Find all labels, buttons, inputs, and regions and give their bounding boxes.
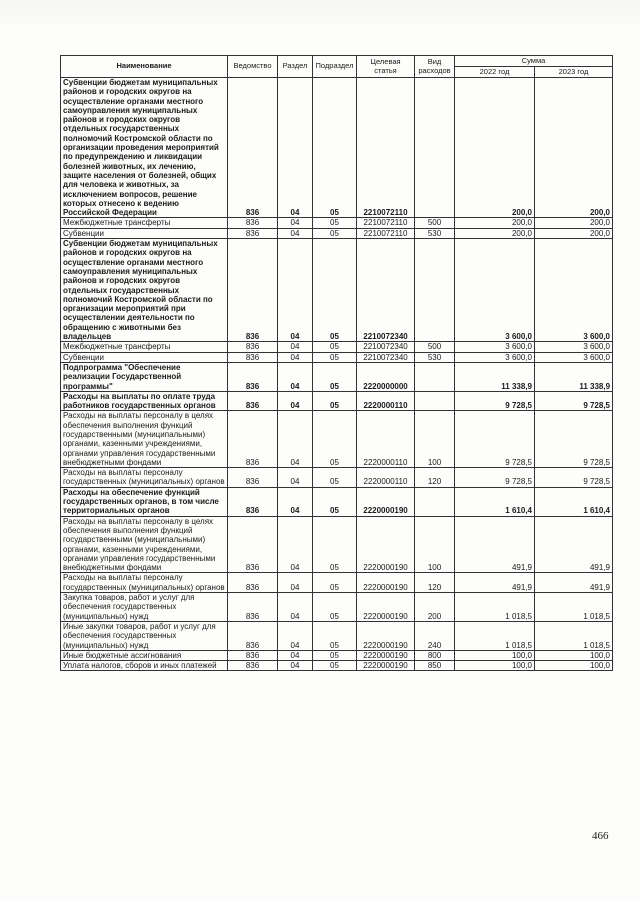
cell-section: 04 <box>278 352 313 362</box>
cell-exp-type: 120 <box>415 468 455 488</box>
cell-section: 04 <box>278 516 313 573</box>
cell-article: 2210072110 <box>357 218 415 228</box>
cell-subsection: 05 <box>313 621 357 650</box>
cell-name: Иные бюджетные ассигнования <box>61 650 228 660</box>
cell-year1: 9 728,5 <box>455 391 535 411</box>
cell-dept: 836 <box>228 218 278 228</box>
cell-section: 04 <box>278 411 313 468</box>
cell-subsection: 05 <box>313 593 357 622</box>
table-row <box>61 650 613 660</box>
cell-exp-type <box>415 239 455 342</box>
cell-subsection: 05 <box>313 228 357 238</box>
cell-exp-type: 850 <box>415 661 455 671</box>
cell-article: 2220000190 <box>357 650 415 660</box>
cell-section: 04 <box>278 593 313 622</box>
cell-exp-type: 500 <box>415 342 455 352</box>
cell-year2: 200,0 <box>535 228 613 238</box>
table-row <box>61 78 613 218</box>
cell-dept: 836 <box>228 621 278 650</box>
cell-subsection: 05 <box>313 661 357 671</box>
cell-year1: 491,9 <box>455 516 535 573</box>
cell-year1: 3 600,0 <box>455 239 535 342</box>
cell-article: 2220000190 <box>357 661 415 671</box>
table-body <box>61 78 613 671</box>
table-row <box>61 352 613 362</box>
cell-section: 04 <box>278 239 313 342</box>
cell-year2: 200,0 <box>535 218 613 228</box>
cell-year2: 9 728,5 <box>535 468 613 488</box>
cell-section: 04 <box>278 573 313 593</box>
cell-dept: 836 <box>228 78 278 218</box>
cell-year1: 200,0 <box>455 78 535 218</box>
cell-name: Субвенции <box>61 352 228 362</box>
cell-year1: 1 018,5 <box>455 593 535 622</box>
cell-exp-type: 500 <box>415 218 455 228</box>
cell-exp-type: 530 <box>415 352 455 362</box>
cell-exp-type <box>415 487 455 516</box>
cell-year2: 1 610,4 <box>535 487 613 516</box>
cell-name: Межбюджетные трансферты <box>61 218 228 228</box>
cell-article: 2210072340 <box>357 352 415 362</box>
cell-year1: 1 610,4 <box>455 487 535 516</box>
table-row <box>61 621 613 650</box>
cell-section: 04 <box>278 468 313 488</box>
cell-dept: 836 <box>228 352 278 362</box>
cell-year2: 3 600,0 <box>535 342 613 352</box>
cell-name: Уплата налогов, сборов и иных платежей <box>61 661 228 671</box>
cell-name: Расходы на выплаты персоналу государственных (муниципальных) органов <box>61 573 228 593</box>
cell-year2: 3 600,0 <box>535 352 613 362</box>
cell-year1: 3 600,0 <box>455 342 535 352</box>
cell-year1: 200,0 <box>455 218 535 228</box>
table-row <box>61 228 613 238</box>
cell-dept: 836 <box>228 391 278 411</box>
cell-section: 04 <box>278 650 313 660</box>
cell-year2: 9 728,5 <box>535 411 613 468</box>
col-header-article: Целевая статья <box>357 56 415 78</box>
cell-year2: 11 338,9 <box>535 362 613 391</box>
table-row <box>61 342 613 352</box>
cell-article: 2210072110 <box>357 228 415 238</box>
col-header-year1: 2022 год <box>455 67 535 78</box>
cell-name: Субвенции <box>61 228 228 238</box>
cell-name: Иные закупки товаров, работ и услуг для обеспечения государственных (муниципальных) нужд <box>61 621 228 650</box>
cell-section: 04 <box>278 362 313 391</box>
cell-dept: 836 <box>228 468 278 488</box>
table-row <box>61 593 613 622</box>
cell-subsection: 05 <box>313 342 357 352</box>
col-header-dept: Ведомство <box>228 56 278 78</box>
table-row <box>61 239 613 342</box>
cell-exp-type: 200 <box>415 593 455 622</box>
cell-dept: 836 <box>228 228 278 238</box>
cell-year2: 491,9 <box>535 573 613 593</box>
cell-year1: 200,0 <box>455 228 535 238</box>
cell-year2: 491,9 <box>535 516 613 573</box>
cell-article: 2220000110 <box>357 391 415 411</box>
cell-subsection: 05 <box>313 468 357 488</box>
col-header-name: Наименование <box>61 56 228 78</box>
cell-article: 2220000190 <box>357 516 415 573</box>
cell-subsection: 05 <box>313 78 357 218</box>
cell-name: Субвенции бюджетам муниципальных районов и городских округов на осуществление органами местного самоуправления муниципальных районов и городских округов отдельных государственных полномочий Костромской области по организации мероприятий при осуществлении деятельности по обращению с животными без владельцев <box>61 239 228 342</box>
cell-subsection: 05 <box>313 362 357 391</box>
cell-dept: 836 <box>228 411 278 468</box>
cell-exp-type: 800 <box>415 650 455 660</box>
cell-subsection: 05 <box>313 218 357 228</box>
cell-section: 04 <box>278 487 313 516</box>
budget-table <box>60 55 613 671</box>
cell-name: Подпрограмма "Обеспечение реализации Государственной программы" <box>61 362 228 391</box>
cell-year1: 100,0 <box>455 650 535 660</box>
cell-dept: 836 <box>228 239 278 342</box>
cell-dept: 836 <box>228 342 278 352</box>
cell-article: 2220000190 <box>357 573 415 593</box>
cell-section: 04 <box>278 78 313 218</box>
table-row <box>61 573 613 593</box>
table-row <box>61 218 613 228</box>
cell-exp-type: 100 <box>415 411 455 468</box>
cell-year2: 200,0 <box>535 78 613 218</box>
cell-subsection: 05 <box>313 352 357 362</box>
cell-year2: 1 018,5 <box>535 593 613 622</box>
cell-subsection: 05 <box>313 650 357 660</box>
table-row <box>61 362 613 391</box>
cell-dept: 836 <box>228 362 278 391</box>
cell-subsection: 05 <box>313 411 357 468</box>
cell-exp-type: 120 <box>415 573 455 593</box>
cell-section: 04 <box>278 391 313 411</box>
cell-dept: 836 <box>228 650 278 660</box>
cell-section: 04 <box>278 342 313 352</box>
cell-article: 2220000110 <box>357 468 415 488</box>
cell-subsection: 05 <box>313 239 357 342</box>
header-row-1 <box>61 56 613 67</box>
cell-year2: 100,0 <box>535 661 613 671</box>
table-row <box>61 411 613 468</box>
table-row <box>61 516 613 573</box>
cell-year1: 100,0 <box>455 661 535 671</box>
cell-article: 2220000190 <box>357 593 415 622</box>
scan-artifact <box>0 0 640 30</box>
cell-year2: 3 600,0 <box>535 239 613 342</box>
cell-article: 2220000000 <box>357 362 415 391</box>
cell-dept: 836 <box>228 661 278 671</box>
cell-name: Расходы на выплаты персоналу в целях обеспечения выполнения функций государственными (муниципальными) органами, казенными учреждениями, органами управления государственными внебюджетными фондами <box>61 516 228 573</box>
cell-dept: 836 <box>228 593 278 622</box>
cell-article: 2210072110 <box>357 78 415 218</box>
cell-section: 04 <box>278 621 313 650</box>
cell-section: 04 <box>278 661 313 671</box>
cell-dept: 836 <box>228 573 278 593</box>
cell-name: Расходы на обеспечение функций государственных органов, в том числе территориальных органов <box>61 487 228 516</box>
cell-exp-type <box>415 78 455 218</box>
cell-name: Субвенции бюджетам муниципальных районов и городских округов на осуществление органами местного самоуправления муниципальных районов и городских округов отдельных государственных полномочий Костромской области по организации проведения мероприятий по предупреждению и ликвидации болезней животных, их лечению, защите населения от болезней, общих для человека и животных, за исключением вопросов, решение которых отнесено к ведению Российской Федерации <box>61 78 228 218</box>
cell-article: 2210072340 <box>357 239 415 342</box>
cell-name: Закупка товаров, работ и услуг для обеспечения государственных (муниципальных) нужд <box>61 593 228 622</box>
cell-article: 2210072340 <box>357 342 415 352</box>
cell-article: 2220000110 <box>357 411 415 468</box>
cell-exp-type: 530 <box>415 228 455 238</box>
col-header-year2: 2023 год <box>535 67 613 78</box>
cell-name: Расходы на выплаты персоналу в целях обеспечения выполнения функций государственными (муниципальными) органами, казенными учреждениями, органами управления государственными внебюджетными фондами <box>61 411 228 468</box>
cell-year2: 1 018,5 <box>535 621 613 650</box>
cell-dept: 836 <box>228 487 278 516</box>
page-number: 466 <box>592 830 609 842</box>
cell-dept: 836 <box>228 516 278 573</box>
col-header-sum: Сумма <box>455 56 613 67</box>
cell-section: 04 <box>278 218 313 228</box>
cell-year1: 11 338,9 <box>455 362 535 391</box>
cell-year1: 491,9 <box>455 573 535 593</box>
cell-year1: 1 018,5 <box>455 621 535 650</box>
table-row <box>61 487 613 516</box>
cell-exp-type <box>415 391 455 411</box>
cell-exp-type: 240 <box>415 621 455 650</box>
table-row <box>61 391 613 411</box>
cell-year1: 9 728,5 <box>455 411 535 468</box>
table-row <box>61 468 613 488</box>
cell-year1: 3 600,0 <box>455 352 535 362</box>
cell-subsection: 05 <box>313 391 357 411</box>
cell-year2: 100,0 <box>535 650 613 660</box>
cell-section: 04 <box>278 228 313 238</box>
cell-exp-type <box>415 362 455 391</box>
cell-name: Межбюджетные трансферты <box>61 342 228 352</box>
cell-name: Расходы на выплаты по оплате труда работников государственных органов <box>61 391 228 411</box>
cell-subsection: 05 <box>313 516 357 573</box>
cell-year1: 9 728,5 <box>455 468 535 488</box>
table-row <box>61 661 613 671</box>
cell-exp-type: 100 <box>415 516 455 573</box>
cell-article: 2220000190 <box>357 487 415 516</box>
cell-article: 2220000190 <box>357 621 415 650</box>
col-header-section: Раздел <box>278 56 313 78</box>
cell-year2: 9 728,5 <box>535 391 613 411</box>
cell-subsection: 05 <box>313 573 357 593</box>
cell-subsection: 05 <box>313 487 357 516</box>
col-header-exp-type: Вид расходов <box>415 56 455 78</box>
col-header-subsection: Подраздел <box>313 56 357 78</box>
cell-name: Расходы на выплаты персоналу государственных (муниципальных) органов <box>61 468 228 488</box>
